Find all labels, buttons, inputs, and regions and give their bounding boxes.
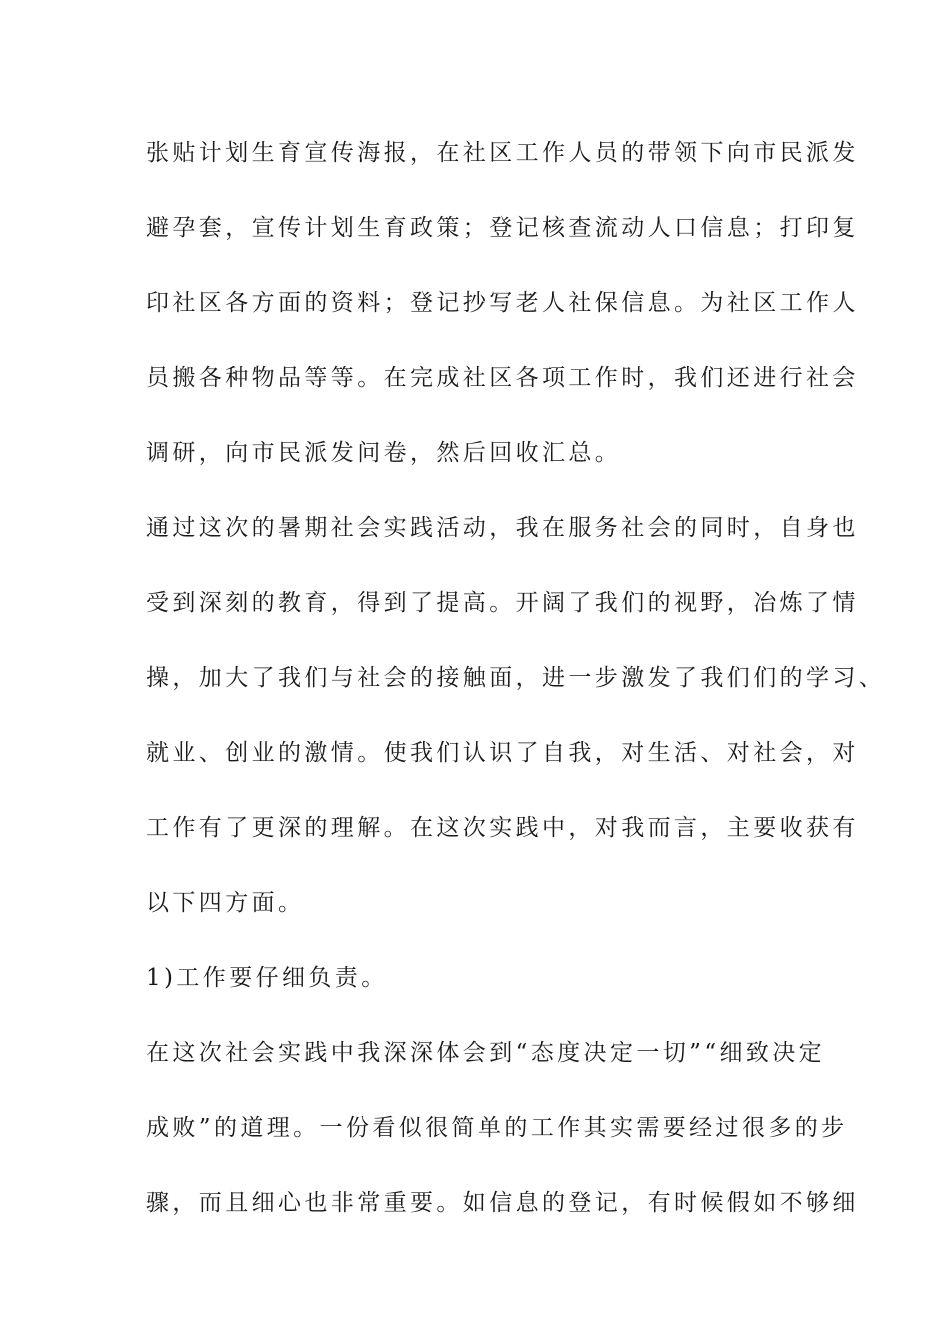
text-line: 在这次社会实践中我深深体会到“态度决定一切”“细致决定 xyxy=(146,1040,826,1066)
text-line: 以下四方面。 xyxy=(146,890,305,916)
text-line: 张贴计划生育宣传海报，在社区工作人员的带领下向市民派发 xyxy=(146,140,859,166)
text-line: 成败”的道理。一份看似很简单的工作其实需要经过很多的步 xyxy=(146,1115,848,1141)
text-line: 印社区各方面的资料；登记抄写老人社保信息。为社区工作人 xyxy=(146,290,859,316)
text-line: 调研，向市民派发问卷，然后回收汇总。 xyxy=(146,440,622,466)
text-line: 工作有了更深的理解。在这次实践中，对我而言，主要收获有 xyxy=(146,815,859,841)
text-line: 受到深刻的教育，得到了提高。开阔了我们的视野，冶炼了情 xyxy=(146,590,859,616)
list-item-heading: 1)工作要仔细负责。 xyxy=(146,965,388,991)
text-line: 操，加大了我们与社会的接触面，进一步激发了我们们的学习、 xyxy=(146,665,886,691)
text-line: 员搬各种物品等等。在完成社区各项工作时，我们还进行社会 xyxy=(146,365,859,391)
document-body xyxy=(146,133,886,1258)
text-line: 通过这次的暑期社会实践活动，我在服务社会的同时，自身也 xyxy=(146,515,859,541)
text-line: 骤，而且细心也非常重要。如信息的登记，有时候假如不够细 xyxy=(146,1190,859,1216)
text-line: 避孕套，宣传计划生育政策；登记核查流动人口信息；打印复 xyxy=(146,215,859,241)
text-line: 就业、创业的激情。使我们认识了自我，对生活、对社会，对 xyxy=(146,740,859,766)
